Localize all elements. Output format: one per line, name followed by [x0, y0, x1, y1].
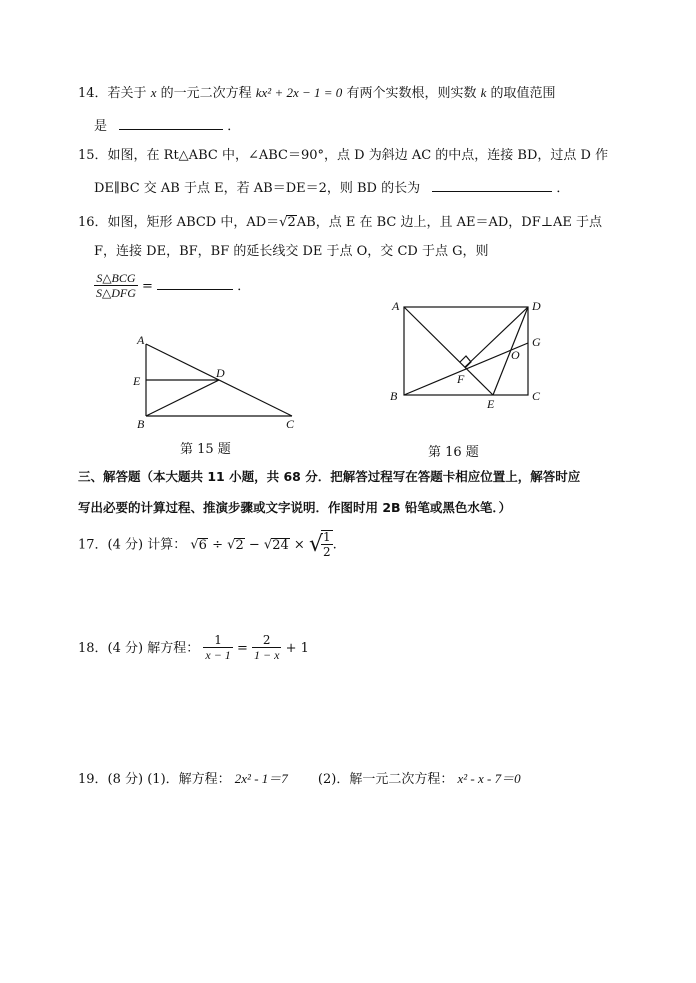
q15-end: ．	[556, 181, 570, 196]
fig16-label-e: E	[487, 397, 495, 410]
q18-plus: + 1	[285, 640, 309, 656]
q18-fraction-1	[203, 634, 232, 663]
q17-line	[78, 530, 337, 560]
fig15-label-a: A	[137, 333, 145, 347]
fig16-label-o: O	[511, 348, 520, 362]
q15-line1	[78, 149, 608, 162]
q17-radicand-6: 6	[198, 537, 207, 553]
q16-area-ratio	[94, 272, 138, 301]
sqrt-symbol: √	[279, 215, 288, 230]
q18-label: 18．(4 分) 解方程：	[78, 640, 200, 656]
q17-fraction	[321, 530, 333, 560]
q14-var-x: x	[150, 85, 157, 100]
q15-line2	[94, 179, 569, 195]
q16-end: ．	[237, 278, 251, 294]
q17-minus: −	[248, 537, 260, 553]
sqrt-symbol: √	[263, 537, 273, 553]
fig16-caption: 第 16 题	[428, 445, 479, 460]
fig15-label-d: D	[216, 366, 225, 380]
q17-times: ×	[293, 537, 305, 553]
fig16-label-d: D	[532, 299, 541, 313]
q18-eq: =	[236, 640, 248, 656]
q14-text-a: 14．若关于	[78, 86, 147, 101]
figure-16	[380, 292, 560, 410]
fig16-label-c: C	[532, 389, 541, 403]
section3-header-line2: 写出必要的计算过程、推演步骤或文字说明．作图时用 2B 铅笔或黑色水笔．）	[78, 500, 512, 515]
q14-text-c: 有两个实数根，则实数	[346, 86, 477, 101]
q18-line	[78, 634, 309, 663]
q16-text-a: 16．如图，矩形 ABCD 中，AD＝	[78, 215, 280, 230]
q14-line2	[94, 117, 240, 133]
q14-line1	[78, 86, 556, 100]
q18-fraction-2	[252, 634, 281, 663]
q18-num-2: 2	[262, 633, 271, 647]
q17-end: .	[332, 537, 337, 553]
q17-frac-num: 1	[322, 530, 331, 544]
fig15-caption: 第 15 题	[180, 442, 231, 457]
q19-line	[78, 772, 521, 786]
q16-text-line2: F，连接 DE，BF，BF 的延长线交 DE 于点 O，交 CD 于点 G，则	[94, 244, 489, 259]
fig15-label-e: E	[133, 374, 141, 388]
q14-text-line2: 是	[94, 119, 108, 134]
q14-end: ．	[227, 119, 241, 134]
fig16-label-a: A	[392, 299, 400, 313]
fig16-label-f: F	[457, 372, 465, 386]
fig16-segment-bg	[404, 343, 528, 395]
q17-frac-den: 2	[322, 545, 331, 560]
q14-text-d: 的取值范围	[490, 86, 556, 101]
q14-var-k: k	[480, 85, 487, 100]
q16-text-b: AB，点 E 在 BC 边上，且 AE＝AD，DF⊥AE 于点	[296, 215, 602, 230]
q15-text-line2: DE∥BC 交 AB 于点 E，若 AB＝DE＝2，则 BD 的长为	[94, 181, 421, 196]
figure-15	[128, 330, 308, 434]
q14-equation: kx² + 2x − 1 = 0	[255, 85, 343, 100]
q19-part2-label: (2)．解一元二次方程：	[317, 772, 454, 787]
q18-den-1: x − 1	[205, 648, 231, 663]
q19-label: 19．(8 分) (1)．解方程：	[78, 772, 231, 787]
q17-label: 17．(4 分) 计算：	[78, 537, 187, 553]
q15-text-line1: 15．如图，在 Rt△ABC 中，∠ABC＝90°，点 D 为斜边 AC 的中点，连接 BD，过点 D 作	[78, 148, 609, 163]
q19-equation-2: x² - x - 7＝0	[457, 771, 521, 786]
sqrt-symbol: √	[190, 537, 199, 553]
fig16-segment-ae	[404, 307, 493, 395]
fig15-segment-bd	[146, 380, 219, 416]
q18-den-2: 1 − x	[254, 648, 280, 663]
sqrt-symbol: √	[227, 537, 236, 553]
q19-equation-1: 2x² - 1＝7	[234, 771, 288, 786]
q18-num-1: 1	[214, 633, 222, 647]
q14-answer-blank[interactable]	[119, 117, 223, 130]
q16-sqrt2: 2	[287, 215, 296, 230]
sqrt-symbol: √	[308, 531, 323, 557]
q14-text-b: 的一元二次方程	[160, 86, 252, 101]
q17-div: ÷	[212, 537, 223, 553]
q17-radicand-24: 24	[272, 537, 289, 553]
q16-line3	[94, 272, 250, 301]
fig16-label-g: G	[532, 335, 541, 349]
section3-header-line1: 三、解答题（本大题共 11 小题，共 68 分．把解答过程写在答题卡相应位置上，解答时应	[78, 469, 581, 484]
fig15-label-b: B	[137, 417, 145, 431]
q16-eq: =	[142, 278, 153, 294]
q16-frac-num: S△BCG	[96, 271, 136, 285]
q16-frac-den: S△DFG	[96, 286, 136, 301]
q16-line2	[94, 245, 488, 258]
q15-answer-blank[interactable]	[432, 179, 552, 192]
q16-answer-blank[interactable]	[157, 277, 233, 290]
fig15-label-c: C	[286, 417, 295, 431]
fig16-label-b: B	[390, 389, 398, 403]
q17-radicand-2: 2	[235, 537, 244, 553]
q16-line1	[78, 215, 602, 229]
